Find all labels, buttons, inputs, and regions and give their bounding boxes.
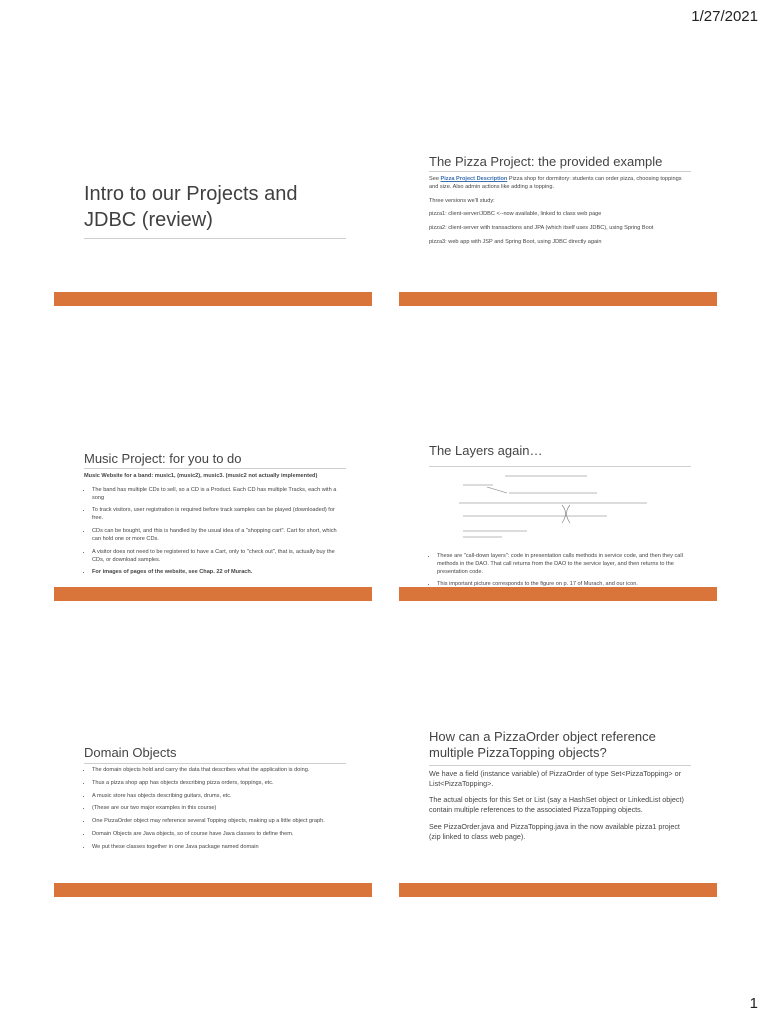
domain-bullet: • A music store has objects describing guitars, drums, etc.: [92, 793, 346, 801]
slide-1-title: Intro to our Projects and JDBC (review): [84, 183, 298, 231]
slide-4-accent-bar: [399, 587, 717, 601]
slide-5-title: Domain Objects: [84, 745, 177, 760]
layers-diagram: [457, 473, 657, 543]
slide-6-para-1: We have a field (instance variable) of PizzaOrder of type Set<PizzaTopping> or List<PizzaTopping>.: [429, 769, 681, 788]
slide-2-body: [429, 176, 691, 253]
music-bullet: • CDs can be bought, and this is handled by the usual idea of a "shopping cart". Cart for short, which can hold one or more CDs.: [92, 528, 346, 544]
domain-bullet: • Thus a pizza shop app has objects describing pizza orders, toppings, etc.: [92, 780, 346, 788]
music-bullet: • To track visitors, user registration is required before track samples can be played (downloaded) for free.: [92, 507, 346, 523]
slide-4: [399, 443, 717, 601]
diagram-arrow: [562, 505, 566, 523]
slide-3: [54, 443, 372, 601]
slide-5-accent-bar: [54, 883, 372, 897]
slide-6-para-3: See PizzaOrder.java and PizzaTopping.java in the now available pizza1 project (zip linked to class web page).: [429, 821, 680, 841]
slide-1-rule: [84, 238, 346, 239]
slide-5-body: [84, 767, 346, 857]
domain-bullet: • Domain Objects are Java objects, so of course have Java classes to define them.: [92, 831, 346, 839]
slide-2-accent-bar: [399, 292, 717, 306]
slide-2-rule: [429, 171, 691, 172]
slide-4-title: The Layers again…: [429, 443, 543, 458]
see-text: See: [429, 176, 439, 182]
layers-bullet: • This important picture corresponds to the figure on p. 17 of Murach, and our icon.: [437, 581, 691, 589]
domain-bullet: • We put these classes together in one Java package named domain: [92, 844, 346, 852]
print-date: 1/27/2021: [691, 8, 758, 25]
version-pizza2: pizza2: client-server with transactions and JPA (which itself uses JDBC), using Spring Boot: [429, 225, 654, 232]
slide-1-accent-bar: [54, 292, 372, 306]
slide-3-rule: [84, 468, 346, 469]
pizza-project-link[interactable]: Pizza Project Description: [440, 176, 508, 182]
slide-2: [399, 148, 717, 306]
diagram-arrow: [567, 505, 571, 523]
domain-bullet: • The domain objects hold and carry the data that describes what the application is doing.: [92, 767, 346, 775]
slide-5: [54, 739, 372, 897]
music-bullet: • A visitor does not need to be registered to have a Cart, only to "check out", that is, actually buy the CDs, or download samples.: [92, 549, 346, 565]
versions-intro: Three versions we'll study:: [429, 197, 495, 204]
version-pizza1: pizza1: client-server/JDBC <--now available, linked to class web page: [429, 211, 602, 218]
music-bullet: • The band has multiple CDs to sell, so a CD is a Product. Each CD has multiple Tracks, each with a song: [92, 487, 346, 503]
layers-bullet: • These are "call-down layers": code in presentation calls methods in service code, and then they call methods in the DAO. That call returns from the DAO to the service layer, and then returns to the presentation code.: [437, 553, 691, 576]
slide-6-title: How can a PizzaOrder object reference multiple PizzaTopping objects?: [429, 729, 656, 761]
slide-3-title: Music Project: for you to do: [84, 451, 242, 466]
see-rest: Pizza shop for dormitory: students can order pizza, choosing toppings and size. Also admin actions like adding a topping.: [429, 176, 682, 190]
diagram-line: [487, 487, 507, 493]
slide-4-rule: [429, 466, 691, 467]
slide-6-body: [429, 769, 691, 848]
version-pizza3: pizza3: web app with JSP and Spring Boot, using JDBC directly again: [429, 239, 602, 246]
slide-2-title: The Pizza Project: the provided example: [429, 154, 663, 169]
slide-5-rule: [84, 763, 346, 764]
slide-3-accent-bar: [54, 587, 372, 601]
domain-bullet: • (These are our two major examples in this course): [92, 805, 346, 813]
slide-6-rule: [429, 765, 691, 766]
slide-6: [399, 729, 717, 897]
music-bullet: • For images of pages of the website, see Chap. 22 of Murach.: [92, 569, 346, 577]
music-intro: Music Website for a band: music1, (music2), music3. (music2 not actually implemented): [84, 473, 318, 479]
slide-1: [54, 148, 372, 306]
slide-6-para-2: The actual objects for this Set or List (say a HashSet object or LinkedList object) contain multiple references to the associated PizzaTopping objects.: [429, 795, 684, 815]
domain-bullet: • One PizzaOrder object may reference several Topping objects, making up a little object graph.: [92, 818, 346, 826]
page-number: 1: [749, 995, 758, 1012]
slide-3-body: [84, 473, 346, 582]
slide-6-accent-bar: [399, 883, 717, 897]
